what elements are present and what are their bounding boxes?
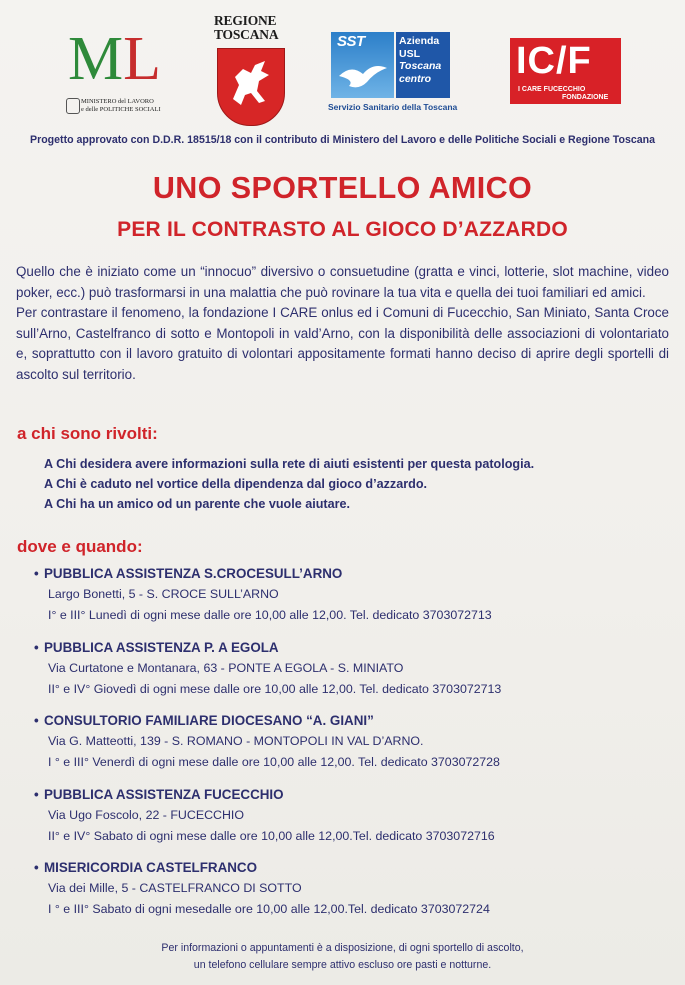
bullet-icon: • — [34, 713, 39, 728]
who-heading: a chi sono rivolti: — [17, 424, 158, 443]
republic-emblem-icon — [66, 98, 80, 114]
usl-line4: centro — [399, 72, 432, 85]
usl-line1: Azienda — [399, 35, 440, 47]
who-item: A Chi è caduto nel vortice della dipendenza dal gioco d’azzardo. — [44, 477, 428, 491]
sst-box — [331, 32, 394, 98]
place-schedule: I ° e III° Sabato di ogni mesedalle ore 10,00 alle 12,00.Tel. dedicato 3703072724 — [48, 902, 490, 916]
places-list — [34, 564, 664, 932]
sst-letters: SST — [337, 33, 365, 50]
pegasus-shield-icon — [217, 48, 285, 126]
who-item: A Chi desidera avere informazioni sulla rete di aiuti esistenti per questa patologia. — [44, 457, 535, 471]
ml-letter-m: M — [68, 25, 124, 93]
place-name-text: PUBBLICA ASSISTENZA S.CROCESULL’ARNO — [44, 566, 343, 581]
project-approval-line: Progetto approvato con D.D.R. 18515/18 con il contributo di Ministero del Lavoro e delle Politiche Sociali e Regione Toscana — [30, 134, 655, 146]
intro-paragraph: Quello che è iniziato come un “innocuo” diversivo o consuetudine (gratta e vinci, lotterie, slot machine, video poker, ecc.) può trasformarsi in una malattia che può rovinare la tua vita e quella dei tuoi familiari ed amici. — [16, 264, 669, 300]
icf-sub2: FONDAZIONE — [562, 94, 609, 101]
sst-caption: Servizio Sanitario della Toscana — [328, 102, 458, 112]
bullet-icon: • — [34, 786, 39, 802]
page-subtitle: PER IL CONTRASTO AL GIOCO D’AZZARDO — [117, 218, 568, 241]
place-item — [34, 564, 664, 638]
intro-paragraph: Per contrastare il fenomeno, la fondazione I CARE onlus ed i Comuni di Fucecchio, San Miniato, Santa Croce sull’Arno, Castelfranco di sotto e Montopoli in vald’Arno, con la disponibilità delle associazioni di volontariato e, soprattutto con il lavoro gratuito di volontari appositamente formati hanno deciso di aprire degli sportelli di ascolto sul territorio. — [16, 305, 669, 382]
ml-letters — [68, 25, 162, 93]
usl-text — [399, 35, 441, 85]
place-name-text: MISERICORDIA CASTELFRANCO — [44, 860, 258, 875]
place-name — [34, 638, 664, 658]
ministero-line2: e delle POLITICHE SOCIALI — [81, 106, 161, 113]
place-name-text: CONSULTORIO FAMILIARE DIOCESANO “A. GIANI” — [44, 713, 374, 728]
place-schedule: I ° e III° Venerdì di ogni mese dalle ore 10,00 alle 12,00. Tel. dedicato 3703072728 — [48, 755, 500, 769]
usl-box — [396, 32, 450, 98]
ml-letter-l: L — [123, 25, 162, 93]
bullet-icon: • — [34, 566, 39, 581]
place-item — [34, 785, 664, 859]
icf-letters: IC/F — [516, 40, 592, 82]
place-address: Via Ugo Foscolo, 22 - FUCECCHIO — [48, 807, 245, 822]
toscana-line1: REGIONE — [214, 13, 277, 28]
place-address: Via G. Matteotti, 139 - S. ROMANO - MONTOPOLI IN VAL D’ARNO. — [48, 734, 424, 748]
bullet-icon: • — [34, 639, 39, 655]
icf-sub1: I CARE FUCECCHIO — [518, 86, 586, 93]
ministero-caption — [81, 98, 161, 114]
place-schedule: II° e IV° Giovedì di ogni mese dalle ore 10,00 alle 12,00. Tel. dedicato 3703072713 — [48, 681, 502, 696]
who-list — [44, 454, 664, 514]
bullet-icon: • — [34, 860, 39, 875]
place-address: Via Curtatone e Montanara, 63 - PONTE A EGOLA - S. MINIATO — [48, 660, 404, 675]
footer-line2: un telefono cellulare sempre attivo escluso ore pasti e notturne. — [193, 959, 492, 971]
sst-usl-logo — [328, 32, 474, 114]
footer-line1: Per informazioni o appuntamenti è a disposizione, di ogni sportello di ascolto, — [161, 942, 524, 954]
footer-note — [0, 940, 685, 974]
usl-line3: Toscana — [399, 60, 442, 72]
toscana-line2: TOSCANA — [214, 27, 279, 42]
place-item — [34, 638, 664, 712]
usl-line2: USL — [399, 47, 420, 60]
icare-fucecchio-logo — [510, 38, 621, 104]
place-name — [34, 858, 664, 878]
ministero-lavoro-logo — [64, 25, 184, 116]
page-title: UNO SPORTELLO AMICO — [152, 171, 533, 205]
place-name — [34, 785, 664, 805]
who-item: A Chi ha un amico od un parente che vuole aiutare. — [44, 497, 351, 511]
place-schedule: II° e IV° Sabato di ogni mese dalle ore 10,00 alle 12,00.Tel. dedicato 3703072716 — [48, 828, 495, 843]
place-address: Via dei Mille, 5 - CASTELFRANCO DI SOTTO — [48, 881, 302, 895]
place-item — [34, 711, 664, 785]
logo-bar — [0, 14, 685, 114]
intro-text — [16, 262, 669, 385]
where-heading: dove e quando: — [17, 537, 143, 556]
place-item — [34, 858, 664, 932]
regione-toscana-logo — [214, 14, 286, 122]
place-name-text: PUBBLICA ASSISTENZA P. A EGOLA — [44, 639, 279, 655]
place-schedule: I° e III° Lunedì di ogni mese dalle ore 10,00 alle 12,00. Tel. dedicato 3703072713 — [48, 608, 492, 622]
seagull-icon — [337, 54, 389, 94]
place-name — [34, 711, 664, 731]
ministero-line1: MINISTERO del LAVORO — [81, 98, 154, 105]
place-name — [34, 564, 664, 584]
place-name-text: PUBBLICA ASSISTENZA FUCECCHIO — [44, 786, 284, 802]
place-address: Largo Bonetti, 5 - S. CROCE SULL’ARNO — [48, 587, 279, 601]
